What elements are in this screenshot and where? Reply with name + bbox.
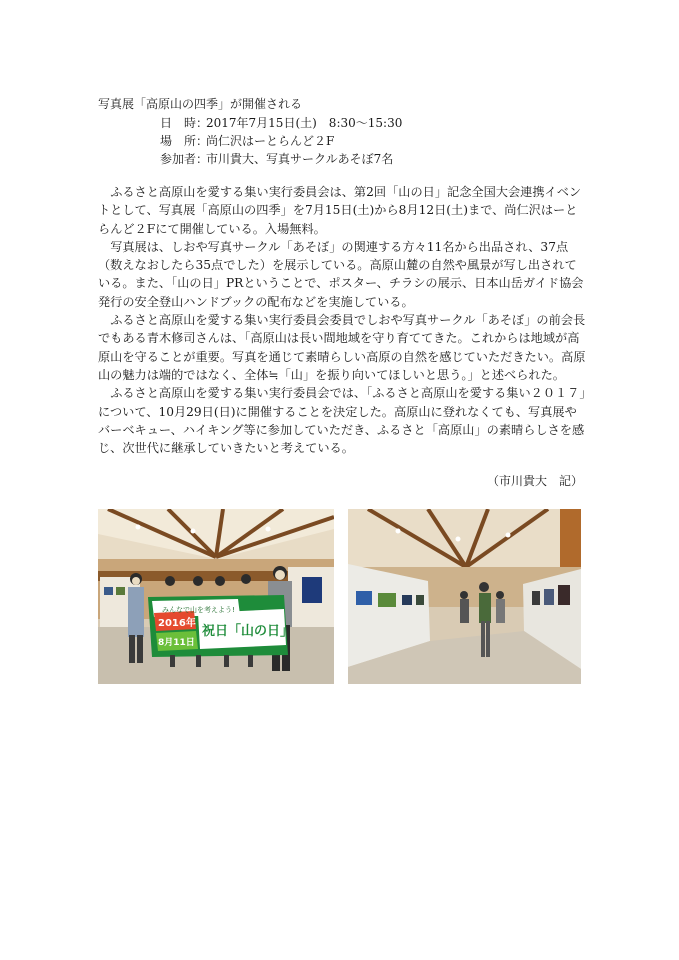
info-participants-label: 参加者：	[160, 152, 209, 166]
banner-year: 2016年	[158, 618, 196, 629]
info-participants-value: 市川貴大、写真サークルあそぼ7名	[206, 152, 394, 166]
banner-main-text: 祝日「山の日」	[202, 624, 294, 639]
group-photo	[98, 509, 334, 684]
paragraph-2: 写真展は、しおや写真サークル「あそぼ」の関連する方々11名から出品され、37点（数えなおしたら35点でした）を展示している。高原山麓の自然や風景が写し出されている。また、「山の日」PRということで、ポスター、チラシの展示、日本山岳ガイド協会発行の安全登山ハンドブックの配布などを実施している。	[98, 239, 584, 309]
author-signature: （市川貴大 記）	[486, 474, 583, 488]
banner-date: 8月11日	[158, 638, 195, 648]
info-participants-row	[160, 151, 393, 167]
info-date-value: 2017年7月15日(土) 8:30～15:30	[206, 116, 403, 130]
paragraph-1: ふるさと高原山を愛する集い実行委員会は、第2回「山の日」記念全国大会連携イベントとして、写真展「高原山の四季」を7月15日(土)から8月12日(土)まで、尚仁沢はーとらんど２Fにて開催している。入場無料。	[98, 185, 582, 236]
paragraph-3: ふるさと高原山を愛する集い実行委員会委員でしおや写真サークル「あそぼ」の前会長でもある青木修司さんは、「高原山は長い間地域を守り育ててきた。これからは地域が高原山を守ることが重要。写真を通じて素晴らしい高原の自然を感じていただきたい。高原山の魅力は端的ではなく、全体≒「山」を振り向いてほしいと思う。」と述べられた。	[98, 313, 586, 382]
info-place-label: 場 所：	[160, 134, 209, 148]
article-title: 写真展「高原山の四季」が開催される	[98, 97, 303, 111]
paragraph-4: ふるさと高原山を愛する集い実行委員会では、「ふるさと高原山を愛する集い２０１７」について、10月29日(日)に開催することを決定した。高原山に登れなくても、写真展やバーベキュー、ハイキング等に参加していただき、ふるさと「高原山」の素晴らしさを感じ、次世代に継承していきたいと考えている。	[98, 386, 586, 456]
info-place-row	[160, 133, 334, 149]
info-place-value: 尚仁沢はーとらんど２F	[206, 134, 335, 148]
banner-slogan: みんなで山を考えよう!	[162, 606, 235, 614]
info-date-row	[160, 115, 402, 131]
info-date-label: 日 時：	[160, 116, 209, 130]
exhibition-hall-photo	[348, 509, 581, 684]
article-body	[98, 183, 588, 457]
